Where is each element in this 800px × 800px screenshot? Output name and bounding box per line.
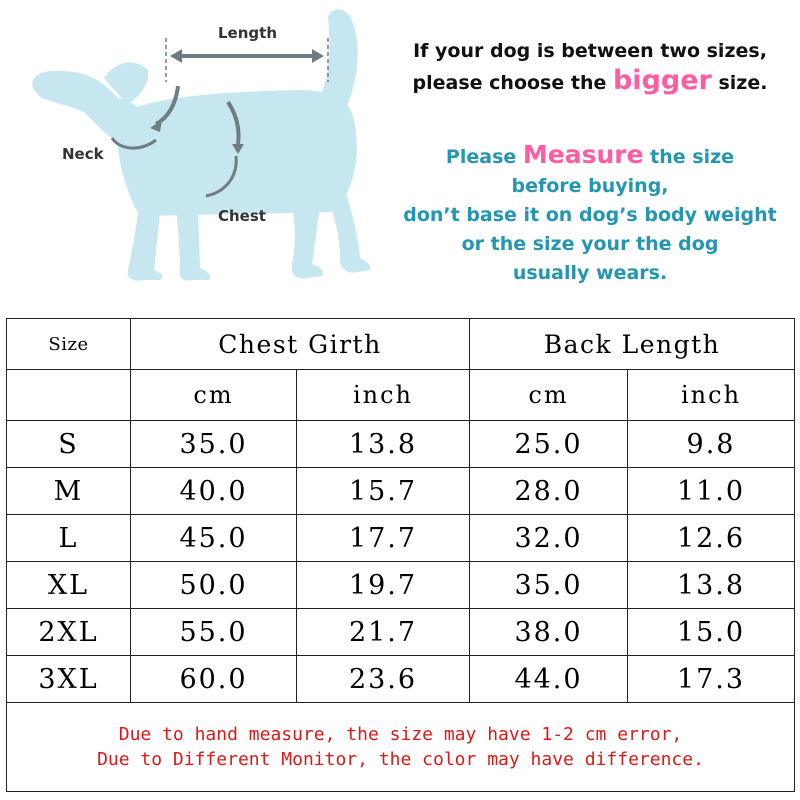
size-advice-notice xyxy=(380,36,800,98)
notice-bottom-line1 xyxy=(380,140,800,172)
notice-bottom-line3: don’t base it on dog’s body weight xyxy=(403,204,777,226)
back-cm-cell: 44.0 xyxy=(470,656,628,703)
unit-row-blank xyxy=(7,370,131,421)
notice-bottom-line1-after: the size xyxy=(643,146,735,168)
back-length-header: Back Length xyxy=(470,319,795,370)
footnote-line1: Due to hand measure, the size may have 1-2 cm error, xyxy=(118,724,683,745)
back-inch-cell: 13.8 xyxy=(628,562,795,609)
chest-inch-cell: 19.7 xyxy=(297,562,470,609)
notice-top-line2-before: please choose the xyxy=(412,72,613,94)
chest-cm-cell: 55.0 xyxy=(131,609,297,656)
chest-cm-cell: 35.0 xyxy=(131,421,297,468)
table-row xyxy=(7,468,795,515)
footnote-line2: Due to Different Monitor, the color may have difference. xyxy=(97,749,704,770)
table-footnote-row xyxy=(7,703,795,792)
notice-top-line2-after: size. xyxy=(711,72,768,94)
back-inch-cell: 15.0 xyxy=(628,609,795,656)
measure-highlight: Measure xyxy=(522,140,644,169)
table-row xyxy=(7,609,795,656)
size-cell: L xyxy=(7,515,131,562)
chest-cm-header: cm xyxy=(131,370,297,421)
back-cm-cell: 38.0 xyxy=(470,609,628,656)
size-cell: 2XL xyxy=(7,609,131,656)
table-header-row xyxy=(7,319,795,370)
size-cell: 3XL xyxy=(7,656,131,703)
length-arrow xyxy=(166,38,328,82)
dog-measurement-illustration xyxy=(0,0,400,300)
back-inch-cell: 11.0 xyxy=(628,468,795,515)
size-cell: S xyxy=(7,421,131,468)
size-cell: M xyxy=(7,468,131,515)
chest-inch-cell: 13.8 xyxy=(297,421,470,468)
table-row xyxy=(7,421,795,468)
notice-top-line1: If your dog is between two sizes, xyxy=(413,40,767,62)
chest-cm-cell: 60.0 xyxy=(131,656,297,703)
back-inch-cell: 9.8 xyxy=(628,421,795,468)
measure-advice-notice xyxy=(380,140,800,288)
bigger-highlight: bigger xyxy=(612,65,712,96)
chest-inch-header: inch xyxy=(297,370,470,421)
chest-girth-header: Chest Girth xyxy=(131,319,470,370)
chest-cm-cell: 50.0 xyxy=(131,562,297,609)
back-cm-header: cm xyxy=(470,370,628,421)
notice-bottom-line1-before: Please xyxy=(445,146,523,168)
notice-bottom-line4: or the size your the dog xyxy=(461,233,719,255)
table-row xyxy=(7,656,795,703)
chest-label: Chest xyxy=(218,207,266,225)
size-cell: XL xyxy=(7,562,131,609)
table-unit-row xyxy=(7,370,795,421)
chest-inch-cell: 17.7 xyxy=(297,515,470,562)
notice-top-line2 xyxy=(380,66,800,98)
chest-inch-cell: 21.7 xyxy=(297,609,470,656)
chest-cm-cell: 45.0 xyxy=(131,515,297,562)
size-chart-table xyxy=(6,318,795,792)
back-cm-cell: 35.0 xyxy=(470,562,628,609)
notice-bottom-line5: usually wears. xyxy=(512,262,668,284)
neck-label: Neck xyxy=(62,145,104,163)
back-inch-header: inch xyxy=(628,370,795,421)
chest-inch-cell: 23.6 xyxy=(297,656,470,703)
notice-bottom-line2: before buying, xyxy=(511,175,669,197)
table-row xyxy=(7,515,795,562)
size-header: Size xyxy=(7,319,131,370)
chest-inch-cell: 15.7 xyxy=(297,468,470,515)
footnote-cell xyxy=(7,703,795,792)
back-cm-cell: 32.0 xyxy=(470,515,628,562)
chest-cm-cell: 40.0 xyxy=(131,468,297,515)
back-cm-cell: 28.0 xyxy=(470,468,628,515)
back-inch-cell: 12.6 xyxy=(628,515,795,562)
table-row xyxy=(7,562,795,609)
length-label: Length xyxy=(218,24,277,42)
back-cm-cell: 25.0 xyxy=(470,421,628,468)
back-inch-cell: 17.3 xyxy=(628,656,795,703)
